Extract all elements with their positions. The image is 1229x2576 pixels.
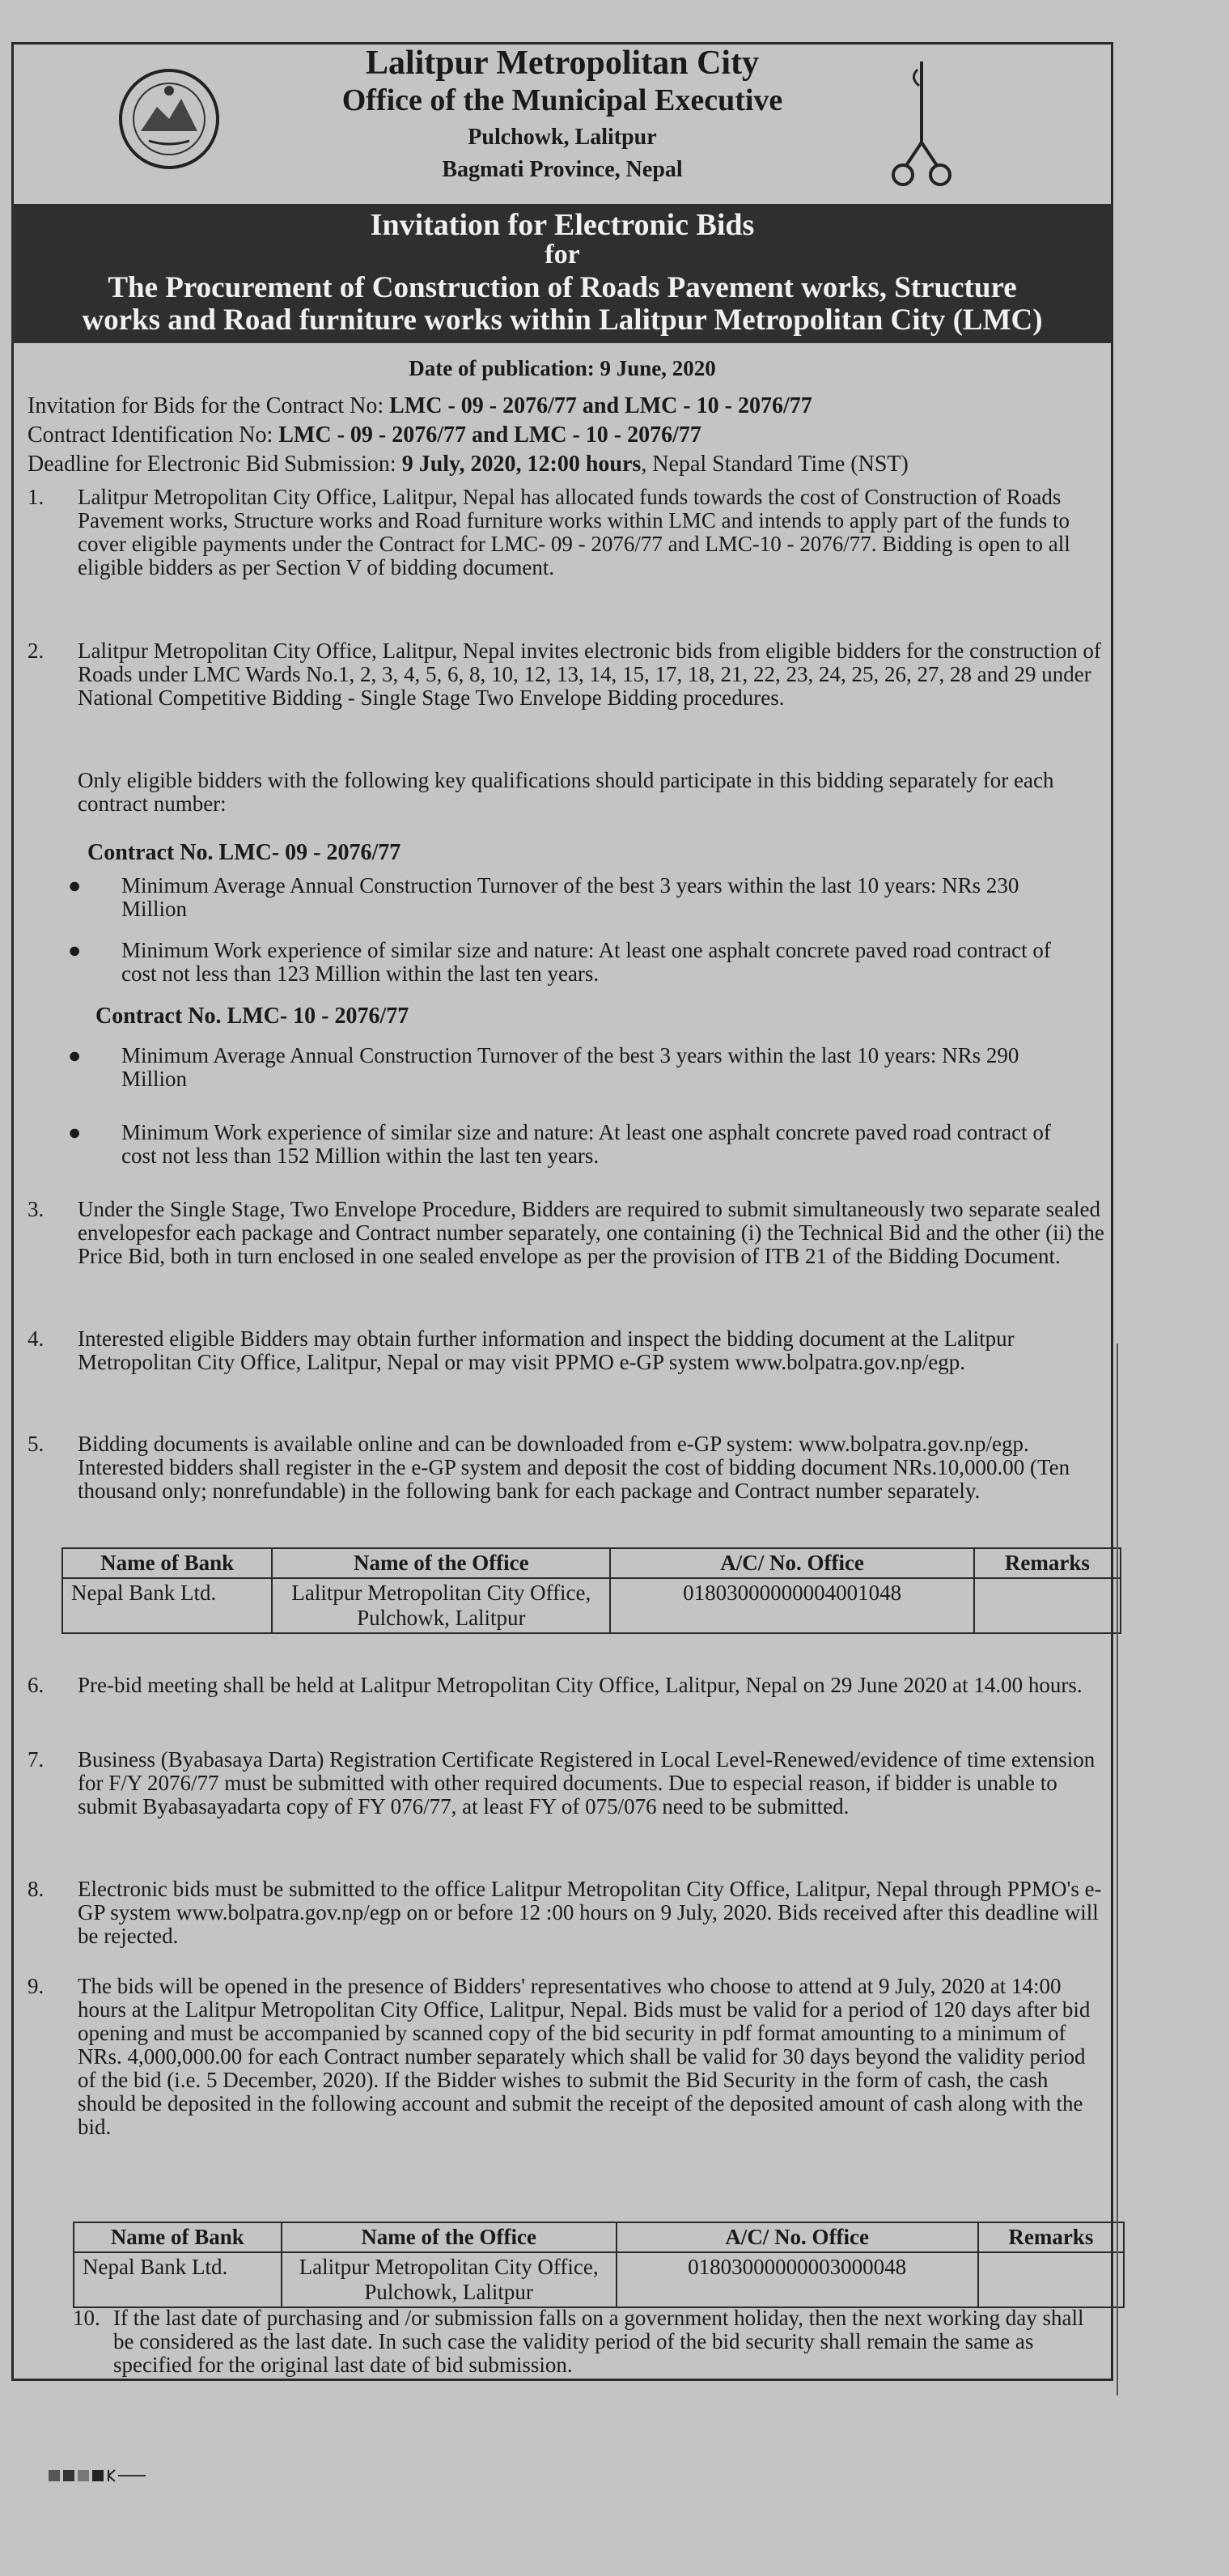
scissors-logo-icon	[885, 53, 958, 191]
clause-10	[73, 2307, 1117, 2379]
col-remarks: Remarks	[974, 1548, 1121, 1578]
clause-text: Electronic bids must be submitted to the office Lalitpur Metropolitan City Office, Lalitpur, Nepal through PPMO's e-GP system www.bolpatra.gov.np/egp on or before 12 :00 hours on 9 July, 2020. Bids received after this deadline will be rejected.	[78, 1877, 1102, 1948]
clause-number: 5.	[28, 1432, 44, 1456]
city-name: Lalitpur Metropolitan City	[365, 45, 760, 82]
clause-3	[28, 1198, 1112, 1311]
ifb-line	[28, 393, 812, 419]
clause-text: Under the Single Stage, Two Envelope Procedure, Bidders are required to submit simultaneously two separate sealed envelopesfor each package and Contract number separately, one containing (i) the Technical Bid and the other (ii) the Price Bid, both in turn enclosed in one sealed envelope as per the provision of ITB 21 of the Bidding Document.	[78, 1197, 1104, 1268]
clause-1	[28, 486, 1112, 623]
clause-text: Pre-bid meeting shall be held at Lalitpur Metropolitan City Office, Lalitpur, Nepal on 29 June 2020 at 14.00 hours.	[78, 1673, 1083, 1697]
clause-number: 10.	[73, 2306, 100, 2330]
bullet-icon: ●	[68, 873, 82, 898]
clause-text: Interested eligible Bidders may obtain further information and inspect the bidding document at the Lalitpur Metropolitan City Office, Lalitpur, Nepal or may visit PPMO e-GP system www.bolpatra.gov.np/egp.	[78, 1326, 1015, 1374]
clause-8	[28, 1878, 1112, 1959]
bullet-text: Minimum Work experience of similar size and nature: At least one asphalt concrete paved road contract of cost not less than 152 Million within the last ten years.	[121, 1120, 1051, 1168]
clause-text: Bidding documents is available online and can be downloaded from e-GP system: www.bolpatra.gov.np/egp. Interested bidders shall register in the e-GP system and deposit the cost of bidding document NRs.10,000.00 (Ten thousand only; nonrefundable) in the following bank for each package and Contract number separately.	[78, 1432, 1070, 1503]
col-ac: A/C/ No. Office	[610, 1548, 974, 1578]
clause-number: 8.	[28, 1877, 44, 1901]
print-registration-marks-icon	[49, 2467, 146, 2485]
cell-remarks	[978, 2252, 1124, 2307]
deadline-value: 9 July, 2020, 12:00 hours	[401, 452, 642, 477]
cid-label: Contract Identification No:	[28, 422, 279, 448]
contract-1-title: Contract No. LMC- 09 - 2076/77	[87, 840, 401, 865]
col-bank: Name of Bank	[62, 1548, 272, 1578]
title-banner	[11, 204, 1113, 343]
clause-text: Lalitpur Metropolitan City Office, Lalitpur, Nepal has allocated funds towards the cost of Construction of Roads Pavement works, Structure works and Road furniture works within LMC and intends to apply part of the funds to cover eligible payments under the Contract for LMC- 09 - 2076/77 and LMC-10 - 2076/77. Bidding is open to all eligible bidders as per Section V of bidding document.	[78, 485, 1070, 579]
clause-number: 7.	[28, 1747, 44, 1772]
clause-number: 2.	[28, 639, 44, 663]
clause-number: 6.	[28, 1673, 44, 1697]
clause-6	[28, 1674, 1112, 1722]
cid-value: LMC - 09 - 2076/77 and LMC - 10 - 2076/77	[278, 422, 701, 448]
clause-text: Lalitpur Metropolitan City Office, Lalitpur, Nepal invites electronic bids from eligible bidders for the construction of Roads under LMC Wards No.1, 2, 3, 4, 5, 6, 8, 10, 12, 13, 14, 15, 17, 18, 21, 22, 23, 24, 25, 26, 27, 28 and 29 under National Competitive Bidding - Single Stage Two Envelope Bidding procedures.	[78, 639, 1101, 710]
banner-subject-1: The Procurement of Construction of Roads Pavement works, Structure	[108, 271, 1017, 304]
bullet-text: Minimum Average Annual Construction Turnover of the best 3 years within the last 10 years: NRs 230 Million	[121, 873, 1019, 921]
clause-text: If the last date of purchasing and /or submission falls on a government holiday, then the next working day shall be considered as the last date. In such case the validity period of the bid security shall remain the same as specified for the original last date of bid submission.	[113, 2306, 1084, 2377]
clause-text: The bids will be opened in the presence of Bidders' representatives who choose to attend at 9 July, 2020 at 14:00 hours at the Lalitpur Metropolitan City Office, Lalitpur, Nepal. Bids must be valid for a period of 120 days after bid opening and must be accompanied by scanned copy of the bid security in pdf format amounting to a minimum of NRs. 4,000,000.00 for each Contract number separately which shall be valid for 30 days beyond the validity period of the bid (i.e. 5 December, 2020). If the Bidder wishes to submit the Bid Security in the form of cash, the cash should be deposited in the following account and submit the receipt of the deposited amount of cash along with the bid.	[78, 1974, 1091, 2139]
clause-4	[28, 1327, 1112, 1408]
banner-for: for	[545, 240, 580, 269]
clause-number: 3.	[28, 1197, 44, 1221]
notice-header	[11, 42, 1113, 204]
cell-ac: 01803000000003000048	[617, 2252, 978, 2307]
clause-2	[28, 639, 1112, 825]
table-row	[74, 2252, 1124, 2307]
clause-text: Business (Byabasaya Darta) Registration Certificate Registered in Local Level-Renewed/evidence of time extension for F/Y 2076/77 must be submitted with other required documents. Due to especial reason, if bidder is unable to submit Byabasayadarta copy of FY 076/77, at least FY of 075/076 need to be submitted.	[78, 1747, 1096, 1818]
col-ac: A/C/ No. Office	[617, 2222, 978, 2252]
contract-2-title: Contract No. LMC- 10 - 2076/77	[95, 1004, 409, 1029]
cid-line	[28, 422, 701, 448]
banner-title: Invitation for Electronic Bids	[370, 208, 755, 242]
clause-number: 9.	[28, 1974, 44, 1998]
bank-table-2	[73, 2222, 1125, 2308]
ifb-value: LMC - 09 - 2076/77 and LMC - 10 - 2076/77	[389, 393, 812, 418]
cell-bank: Nepal Bank Ltd.	[74, 2252, 282, 2307]
col-remarks: Remarks	[978, 2222, 1124, 2252]
clause-7	[28, 1748, 1112, 1853]
banner-subject-2: works and Road furniture works within Lalitpur Metropolitan City (LMC)	[82, 303, 1043, 337]
office-name: Office of the Municipal Executive	[341, 83, 783, 117]
address-line-2: Bagmati Province, Nepal	[442, 157, 683, 182]
page-fold-line	[1117, 1343, 1229, 2396]
bullet-text: Minimum Work experience of similar size and nature: At least one asphalt concrete paved road contract of cost not less than 123 Million within the last ten years.	[121, 938, 1051, 986]
deadline-label: Deadline for Electronic Bid Submission:	[28, 452, 402, 477]
clause-9	[28, 1975, 1112, 2209]
bullet-icon: ●	[68, 1043, 82, 1067]
col-office: Name of the Office	[272, 1548, 610, 1578]
address-line-1: Pulchowk, Lalitpur	[468, 125, 657, 150]
cell-ac: 01803000000004001048	[610, 1578, 974, 1633]
publication-date: Date of publication: 9 June, 2020	[409, 356, 716, 380]
bank-table-1	[61, 1547, 1121, 1634]
qualification-intro: Only eligible bidders with the following key qualifications should participate in this bidding separately for each contract number:	[78, 768, 1054, 816]
bullet-icon: ●	[68, 1120, 82, 1144]
col-bank: Name of Bank	[74, 2222, 282, 2252]
ifb-label: Invitation for Bids for the Contract No:	[28, 393, 390, 418]
table-header-row	[74, 2222, 1124, 2252]
clause-number: 1.	[28, 485, 44, 509]
cell-bank: Nepal Bank Ltd.	[62, 1578, 272, 1633]
bullet-icon: ●	[68, 938, 82, 962]
col-office: Name of the Office	[282, 2222, 617, 2252]
cell-office: Lalitpur Metropolitan City Office, Pulchowk, Lalitpur	[272, 1578, 610, 1633]
bullet-text: Minimum Average Annual Construction Turnover of the best 3 years within the last 10 years: NRs 290 Million	[121, 1043, 1019, 1091]
cell-office: Lalitpur Metropolitan City Office, Pulchowk, Lalitpur	[282, 2252, 617, 2307]
cell-remarks	[974, 1578, 1121, 1633]
table-row	[62, 1578, 1121, 1633]
table-header-row	[62, 1548, 1121, 1578]
clause-5	[28, 1432, 1112, 1538]
deadline-line	[28, 452, 909, 477]
clause-number: 4.	[28, 1326, 44, 1351]
deadline-suffix: , Nepal Standard Time (NST)	[641, 452, 909, 477]
